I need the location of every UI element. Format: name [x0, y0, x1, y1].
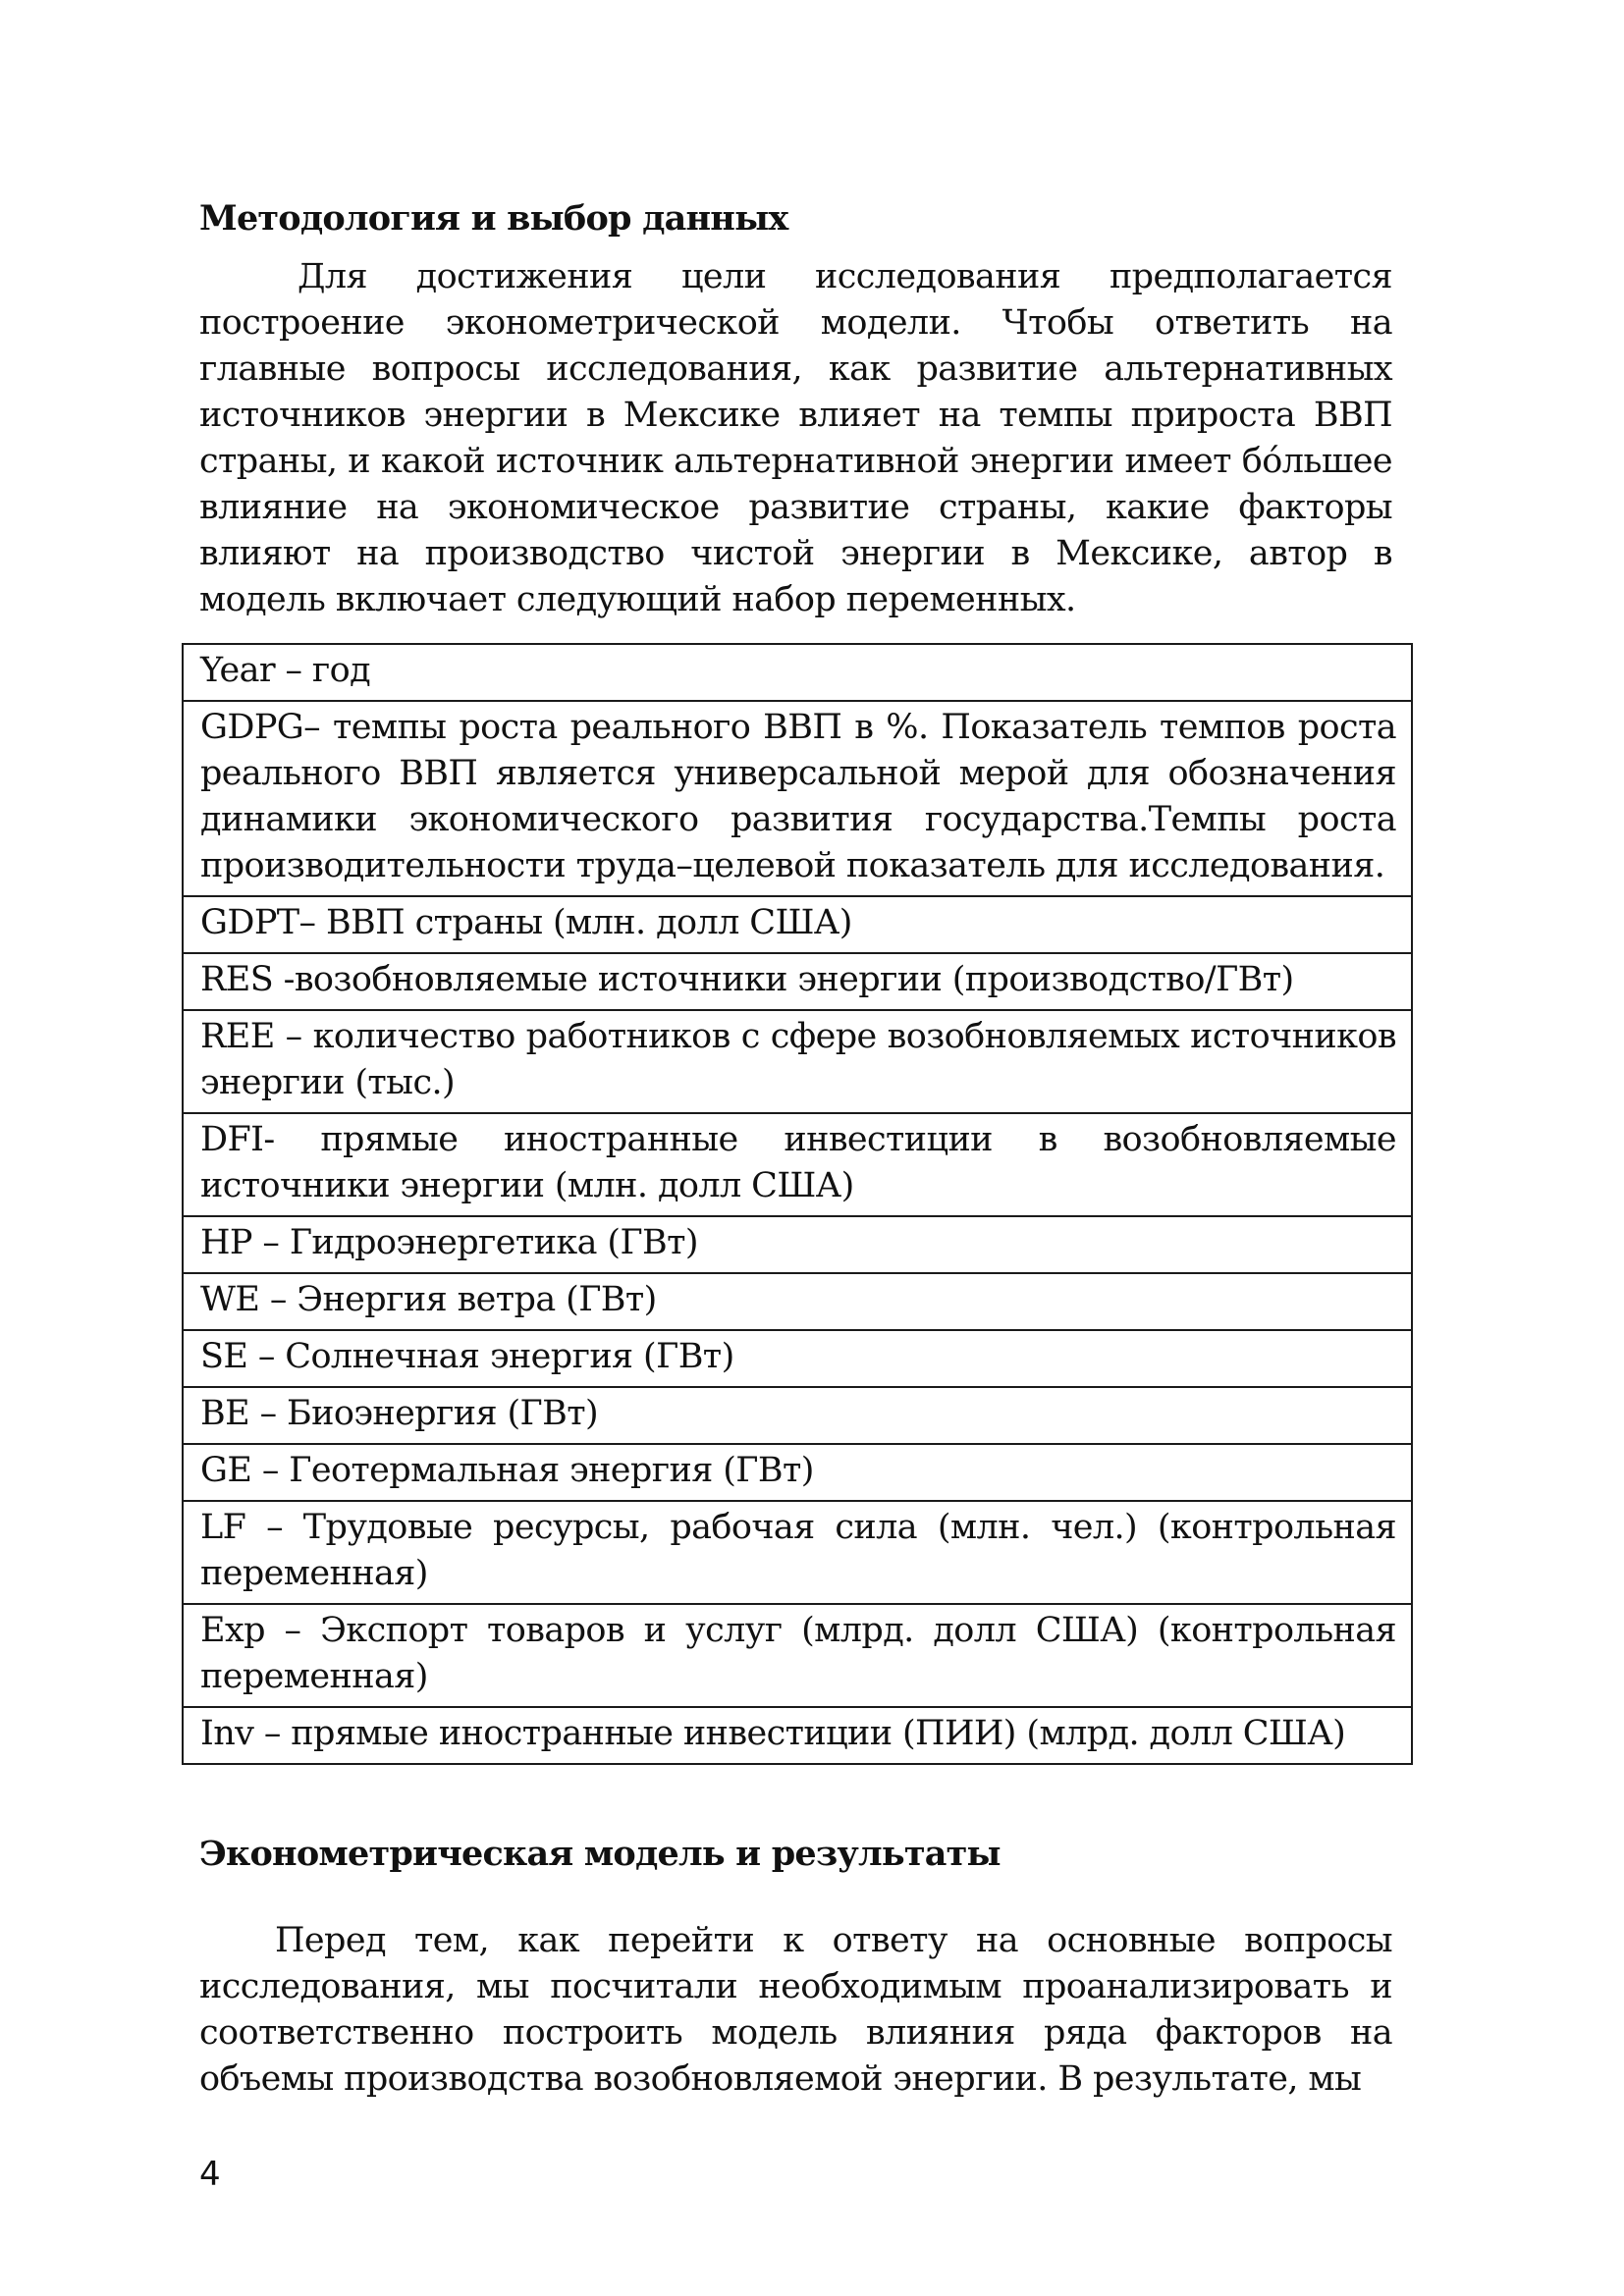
section-heading-econometric: Эконометрическая модель и результаты	[199, 1834, 1001, 1874]
variable-ge: GE – Геотермальная энергия (ГВт)	[183, 1444, 1412, 1501]
table-row	[183, 896, 1412, 953]
table-row	[183, 953, 1412, 1010]
table-row	[183, 1707, 1412, 1764]
variable-se: SE – Солнечная энергия (ГВт)	[183, 1330, 1412, 1387]
methodology-paragraph: Для достижения цели исследования предполагается построение эконометрической модели. Чтобы ответить на главные вопросы исследования, как развитие альтернативных источников энергии в Мексике влияет на темпы прироста ВВП страны, и какой источник альтернативной энергии имеет бóльшее влияние на экономическое развитие страны, какие факторы влияют на производство чистой энергии в Мексике, автор в модель включает следующий набор переменных.	[199, 257, 1392, 619]
variable-gdpg: GDPG– темпы роста реального ВВП в %. Показатель темпов роста реального ВВП является универсальной мерой для обозначения динамики экономического развития государства.Темпы роста производительности труда–целевой показатель для исследования.	[183, 701, 1412, 896]
table-row	[183, 1330, 1412, 1387]
table-row	[183, 1113, 1412, 1216]
econometric-section	[199, 1832, 1392, 2103]
table-row	[183, 1501, 1412, 1604]
table-row	[183, 1216, 1412, 1273]
econometric-paragraph: Перед тем, как перейти к ответу на основные вопросы исследования, мы посчитали необходимым проанализировать и соответственно построить модель влияния ряда факторов на объемы производства возобновляемой энергии. В результате, мы	[199, 1921, 1392, 2099]
variable-res: RES -возобновляемые источники энергии (производство/ГВт)	[183, 953, 1412, 1010]
section-heading-methodology: Методология и выбор данных	[199, 198, 788, 239]
table-row	[183, 1444, 1412, 1501]
page-number: 4	[199, 2155, 221, 2194]
table-row	[183, 1604, 1412, 1707]
table-row	[183, 1387, 1412, 1444]
variable-be: BE – Биоэнергия (ГВт)	[183, 1387, 1412, 1444]
table-row	[183, 644, 1412, 701]
methodology-section	[199, 196, 1392, 623]
variable-inv: Inv – прямые иностранные инвестиции (ПИИ) (млрд. долл США)	[183, 1707, 1412, 1764]
table-row	[183, 1273, 1412, 1330]
variable-gdpt: GDPT– ВВП страны (млн. долл США)	[183, 896, 1412, 953]
variable-ree: REE – количество работников с сфере возобновляемых источников энергии (тыс.)	[183, 1010, 1412, 1113]
variable-year: Year – год	[183, 644, 1412, 701]
variable-exp: Exp – Экспорт товаров и услуг (млрд. долл США) (контрольная переменная)	[183, 1604, 1412, 1707]
variable-hp: HP – Гидроэнергетика (ГВт)	[183, 1216, 1412, 1273]
variables-table	[182, 643, 1413, 1765]
table-row	[183, 701, 1412, 896]
variable-we: WE – Энергия ветра (ГВт)	[183, 1273, 1412, 1330]
variable-lf: LF – Трудовые ресурсы, рабочая сила (млн. чел.) (контрольная переменная)	[183, 1501, 1412, 1604]
variable-dfi: DFI- прямые иностранные инвестиции в возобновляемые источники энергии (млн. долл США)	[183, 1113, 1412, 1216]
table-row	[183, 1010, 1412, 1113]
